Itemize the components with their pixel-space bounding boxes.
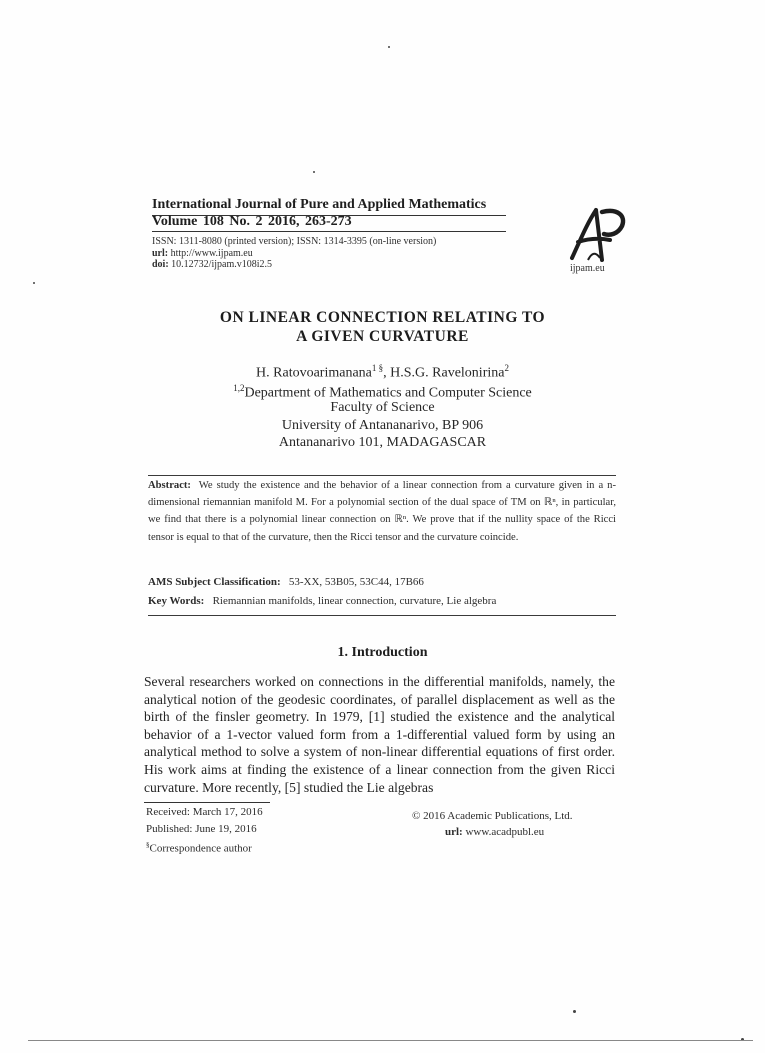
published-date: Published: June 19, 2016 — [146, 823, 257, 835]
scan-speck — [33, 282, 35, 284]
publisher-url-line — [445, 826, 544, 838]
ams-classification — [148, 576, 424, 588]
correspondence-note — [146, 841, 252, 855]
key-words — [148, 595, 496, 607]
logo-caption: ijpam.eu — [570, 263, 605, 274]
correspondence-text: Correspondence author — [149, 842, 252, 855]
author-separator: , — [383, 365, 391, 381]
affiliation-dept — [0, 383, 765, 402]
section-heading: 1. Introduction — [337, 645, 428, 660]
received-date: Received: March 17, 2016 — [146, 806, 263, 818]
author-mark: 2 — [504, 363, 509, 373]
abstract-text: We study the existence and the behavior of a linear connection from a curvature given in a n-dimensional riemannian manifold M. For a polynomial section of the dual space of TM on ℝⁿ, in particular, we find that there is a polynomial linear connection on ℝⁿ. We prove that if the nullity space of the Ricci tensor is equal to that of the curvature, then the Ricci tensor and the curvature coincide. — [148, 480, 617, 543]
abstract-bottom-rule — [148, 615, 616, 616]
journal-volume-line: Volume 108 No. 2 2016, 263-273 — [152, 214, 352, 229]
keywords-value: Riemannian manifolds, linear connection, curvature, Lie algebra — [212, 595, 497, 607]
author-line — [0, 363, 765, 382]
scan-speck — [573, 1010, 576, 1013]
doi-label: doi: — [152, 259, 169, 270]
paper-title-line2: A GIVEN CURVATURE — [296, 328, 469, 345]
author-name: H.S.G. Ravelonirina — [390, 365, 505, 381]
abstract-block — [148, 477, 616, 546]
footnote-rule — [144, 802, 270, 803]
journal-url[interactable]: http://www.ijpam.eu — [170, 248, 253, 259]
abstract-top-rule — [148, 475, 616, 476]
ams-value: 53-XX, 53B05, 53C44, 17B66 — [288, 576, 424, 588]
url-label: url: — [152, 248, 169, 259]
publisher-url[interactable]: www.acadpubl.eu — [465, 826, 545, 838]
journal-title: International Journal of Pure and Applied Mathematics — [152, 197, 487, 212]
abstract-label: Abstract: — [148, 480, 191, 491]
publisher-url-label: url: — [445, 826, 463, 838]
header-rule — [152, 231, 506, 232]
journal-url-line — [152, 248, 253, 259]
author-name: H. Ratovoarimanana — [256, 365, 372, 381]
intro-paragraph: Several researchers worked on connections in the differential manifolds, namely, the analytical notion of the geodesic coordinates, of parallel displacement as well as the birth of the finsler geometry. In 1979, [1] studied the existence and the analytical behavior of a 1-vector valued form from a 1-differential valued form by using an analytical method to solve a system of non-linear differential equations of first order. His work aims at finding the existence of a linear connection from the given Ricci curvature. More recently, [5] studied the Lie algebras — [144, 674, 615, 795]
keywords-label: Key Words: — [148, 595, 205, 607]
scan-speck — [388, 46, 390, 48]
affiliation-dept-text: Department of Mathematics and Computer Science — [244, 385, 532, 401]
paper-title-line1: ON LINEAR CONNECTION RELATING TO — [219, 309, 546, 326]
affiliation-mark: 1,2 — [233, 383, 245, 393]
scan-speck — [313, 171, 315, 173]
doi-line — [152, 259, 272, 270]
journal-logo-icon — [566, 202, 630, 266]
correspondence-mark: § — [146, 841, 150, 849]
issn-line: ISSN: 1311-8080 (printed version); ISSN: 1314-3395 (on-line version) — [152, 236, 437, 247]
affiliation-faculty: Faculty of Science — [330, 400, 435, 415]
author-mark: 1 § — [371, 363, 384, 373]
ams-label: AMS Subject Classification: — [148, 576, 281, 588]
scan-edge-line — [28, 1040, 753, 1041]
copyright-line: © 2016 Academic Publications, Ltd. — [412, 810, 573, 822]
doi-value[interactable]: 10.12732/ijpam.v108i2.5 — [171, 259, 273, 270]
affiliation-university: University of Antananarivo, BP 906 — [281, 418, 484, 433]
affiliation-city: Antananarivo 101, MADAGASCAR — [278, 435, 487, 450]
